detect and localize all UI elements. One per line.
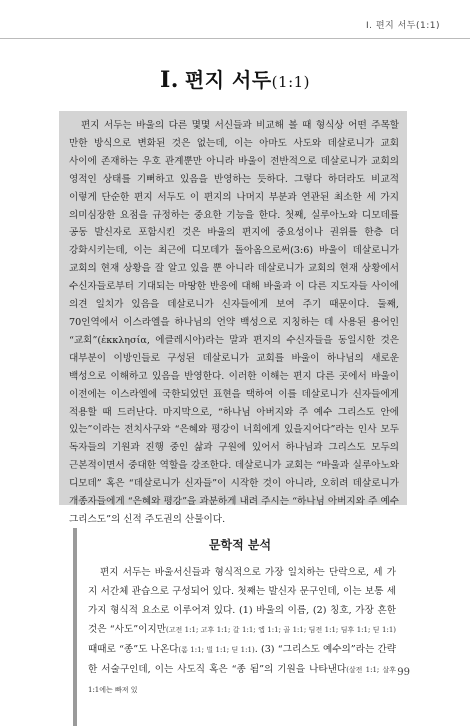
section-bar xyxy=(73,528,77,726)
section-paragraph xyxy=(88,563,396,700)
section-ref-1: (고전 1:1; 고후 1:1; 갈 1:1; 엡 1:1; 골 1:1; 딤전 1:1; 딤후 1:1; 딛 1:1) xyxy=(165,626,396,634)
section-ref-2: (롬 1:1; 빌 1:1; 딛 1:1) xyxy=(178,646,255,654)
section-text-2: 때때로 “종”도 나온다 xyxy=(88,644,179,655)
intro-paragraph: 편지 서두는 바울의 다른 몇몇 서신들과 비교해 볼 때 형식상 어떤 주목할 만한 방식으로 변화된 것은 없는데, 이는 아마도 사도와 데살로니가 교회 사이에 존재하는 우호 관계뿐만 아니라 바울이 전반적으로 데살로니가 교회의 영적인 상태를 기뻐하고 있음을 반영하는 듯하다. 그렇다 하더라도 비교적 이렇게 단순한 편지 서두도 이 편지의 나머지 부분과 연관된 최소한 세 가지 의미심장한 요점을 규정하는 중요한 기능을 한다. 첫째, 실루아노와 디모데를 공동 발신자로 포함시킨 것은 바울의 편지에 중요성이나 권위를 한층 더 강화시키는데, 이는 최근에 디모데가 돌아옴으로써(3:6) 바울이 데살로니가 교회의 현재 상황을 잘 알고 있을 뿐 아니라 데살로니가 교회의 현재 상황에서 수신자들로부터 기대되는 마땅한 반응에 대해 바울과 이 다른 지도자들 사이에 의견 일치가 있음을 데살로니가 신자들에게 보여 주기 때문이다. 둘째, 70인역에서 이스라엘을 하나님의 언약 백성으로 지칭하는 데 사용된 용어인 “교회”(ἐκκλησία, 에클레시아)라는 말과 편지의 수신자들을 동일시한 것은 대부분이 이방인들로 구성된 데살로니가 교회를 바울이 하나님의 새로운 백성으로 이해하고 있음을 반영한다. 이러한 이해는 편지 다른 곳에서 바울이 이전에는 이스라엘에 국한되었던 표현을 택하여 이를 데살로니가 신자들에게 적용할 때 드러난다. 마지막으로, “하나님 아버지와 주 예수 그리스도 안에 있는”이라는 전치사구와 “은혜와 평강이 너희에게 있을지어다”라는 인사 모두 독자들의 기원과 진행 중인 삶과 구원에 있어서 하나님과 그리스도 모두의 근본적이면서 중대한 역할을 강조한다. 데살로니가 교회는 “바울과 실루아노와 디모데” 혹은 “데살로니가 신자들”이 시작한 것이 아니라, 오히려 데살로니가 개종자들에게 “은혜와 평강”을 과분하게 내려 주시는 “하나님 아버지와 주 예수 그리스도”의 신적 주도권의 산물이다. xyxy=(69,120,399,525)
section-text-1: 편지 서두는 바울서신들과 형식적으로 가장 일치하는 단락으로, 세 가지 서간체 관습으로 구성되어 있다. 첫째는 발신자 문구인데, 이는 보통 세 가지 형식적 요소로 이루어져 있다. (1) 바울의 이름, (2) 칭호, 가장 흔한 것은 “사도”이지만 xyxy=(88,567,396,635)
header-rule xyxy=(0,38,470,39)
chapter-ref: (1:1) xyxy=(271,73,311,91)
intro-box xyxy=(59,111,407,525)
section-text-3: . (3) “그리스도 예수의”라는 간략한 서술구인데, 이는 사도직 혹은 “종 됨”의 기원을 나타낸다 xyxy=(88,644,396,675)
page-number: 99 xyxy=(397,667,410,678)
section-ref-3: (살전 1:1; 살후 1:1에는 빠져 있 xyxy=(88,666,396,694)
chapter-title-text: 편지 서두 xyxy=(184,68,272,92)
chapter-title xyxy=(0,64,470,93)
section-title: 문학적 분석 xyxy=(208,538,272,552)
chapter-number: I. xyxy=(159,67,179,93)
running-header: I. 편지 서두(1:1) xyxy=(365,21,440,31)
section-body xyxy=(88,563,396,700)
